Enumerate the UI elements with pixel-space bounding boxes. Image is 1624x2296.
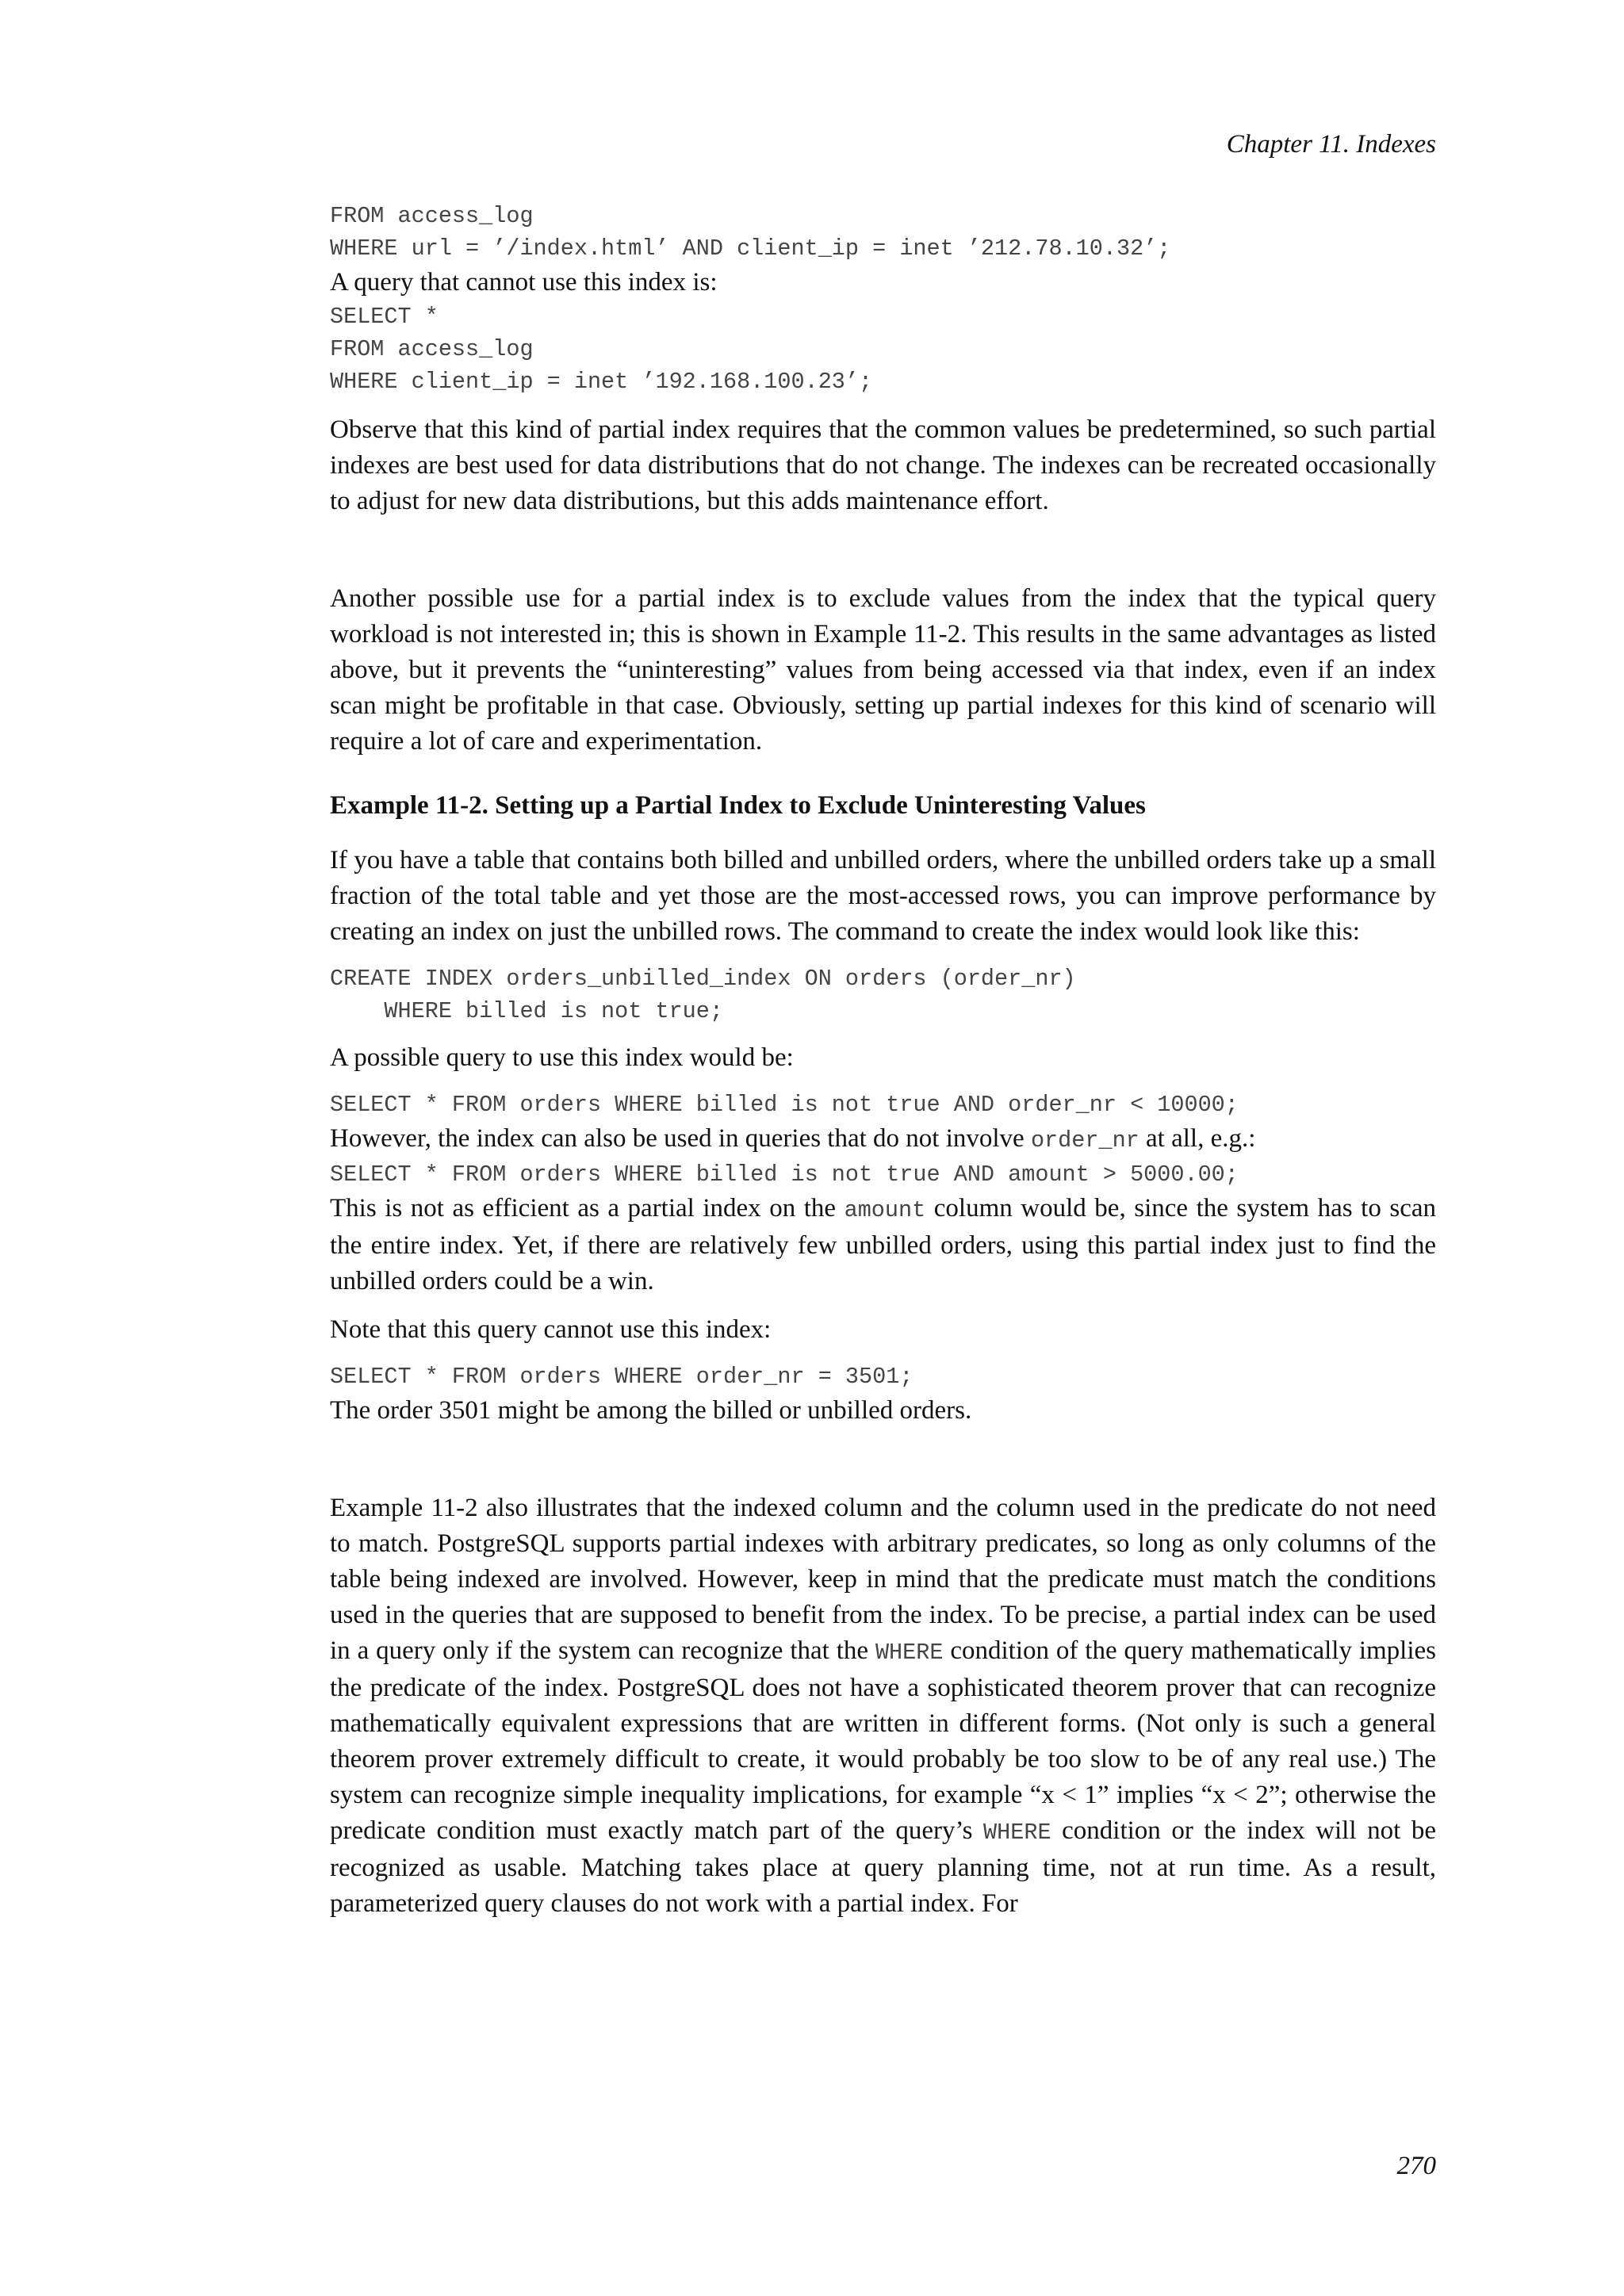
paragraph-predicate-matching: Example 11-2 also illustrates that the indexed column and the column used in the predicate do not need to match. PostgreSQL supports partial indexes with arbitrary predicates, so long as only columns of the table being indexed are involved. However, keep in mind that the predicate must match the conditions used in the queries that are supposed to benefit from the index. To be precise, a partial index can be used in a query only if the system can recognize that the WHERE condition of the query mathematically implies the predicate of the index. PostgreSQL does not have a sophisticated theorem prover that can recognize mathematically equivalent expressions that are written in different forms. (Not only is such a general theorem prover extremely difficult to create, it would probably be too slow to be of any real use.) The system can recognize simple inequality implications, for example “x < 1” implies “x < 2”; otherwise the predicate condition must exactly match part of the query’s WHERE condition or the index will not be recognized as usable. Matching takes place at query planning time, not at run time. As a result, parameterized query clauses do not work with a partial index. For — [330, 1494, 1437, 1918]
code-block-client-ip-query: SELECT * FROM access_log WHERE client_ip = inet ’192.168.100.23’; — [330, 304, 873, 395]
page-number: 270 — [1396, 2152, 1436, 2180]
paragraph-billed-unbilled: If you have a table that contains both billed and unbilled orders, where the unbilled orders take up a small fraction of the total table and yet those are the most-accessed rows, you can improve performance by creating an index on just the unbilled rows. The command to create the index would look like this: — [330, 846, 1436, 946]
code-block-order-nr-query: SELECT * FROM orders WHERE billed is not true AND order_nr < 10000; — [330, 1092, 1239, 1118]
code-block-order-3501-query: SELECT * FROM orders WHERE order_nr = 3501; — [330, 1364, 914, 1390]
paragraph-query-cannot-use: A query that cannot use this index is: — [330, 268, 718, 297]
paragraph-note-cannot-use: Note that this query cannot use this index: — [330, 1315, 772, 1344]
inline-code-where-1: WHERE — [875, 1640, 944, 1666]
paragraph-observe: Observe that this kind of partial index requires that the common values be predetermined, so such partial indexes are best used for data distributions that do not change. The indexes can be recreated occasionally to adjust for new data distributions, but this adds maintenance effort. — [330, 415, 1436, 515]
paragraph-not-efficient: This is not as efficient as a partial index on the amount column would be, since the system has to scan the entire index. Yet, if there are relatively few unbilled orders, using this partial index just to find the unbilled orders could be a win. — [330, 1194, 1436, 1295]
running-header: Chapter 11. Indexes — [1226, 130, 1436, 159]
code-block-amount-query: SELECT * FROM orders WHERE billed is not true AND amount > 5000.00; — [330, 1161, 1239, 1188]
paragraph-another-use: Another possible use for a partial index is to exclude values from the index that the typical query workload is not interested in; this is shown in Example 11-2. This results in the same advantages as listed above, but it prevents the “uninteresting” values from being accessed via that index, even if an index scan might be profitable in that case. Obviously, setting up partial indexes for this kind of scenario will require a lot of care and experimentation. — [330, 584, 1436, 756]
code-block-create-index: CREATE INDEX orders_unbilled_index ON orders (order_nr) WHERE billed is not true; — [330, 966, 1076, 1024]
inline-code-order-nr: order_nr — [1030, 1127, 1139, 1154]
page-content — [330, 200, 1436, 1922]
paragraph-order-3501: The order 3501 might be among the billed or unbilled orders. — [330, 1396, 972, 1425]
inline-code-amount: amount — [844, 1197, 926, 1223]
example-title: Example 11-2. Setting up a Partial Index to Exclude Uninteresting Values — [330, 791, 1146, 820]
paragraph-possible-query: A possible query to use this index would be: — [330, 1043, 794, 1072]
code-block-access-log-query: FROM access_log WHERE url = ’/index.html’ AND client_ip = inet ’212.78.10.32’; — [330, 203, 1171, 262]
paragraph-however: However, the index can also be used in queries that do not involve order_nr at all, e.g.: — [330, 1124, 1256, 1154]
inline-code-where-2: WHERE — [983, 1820, 1051, 1846]
